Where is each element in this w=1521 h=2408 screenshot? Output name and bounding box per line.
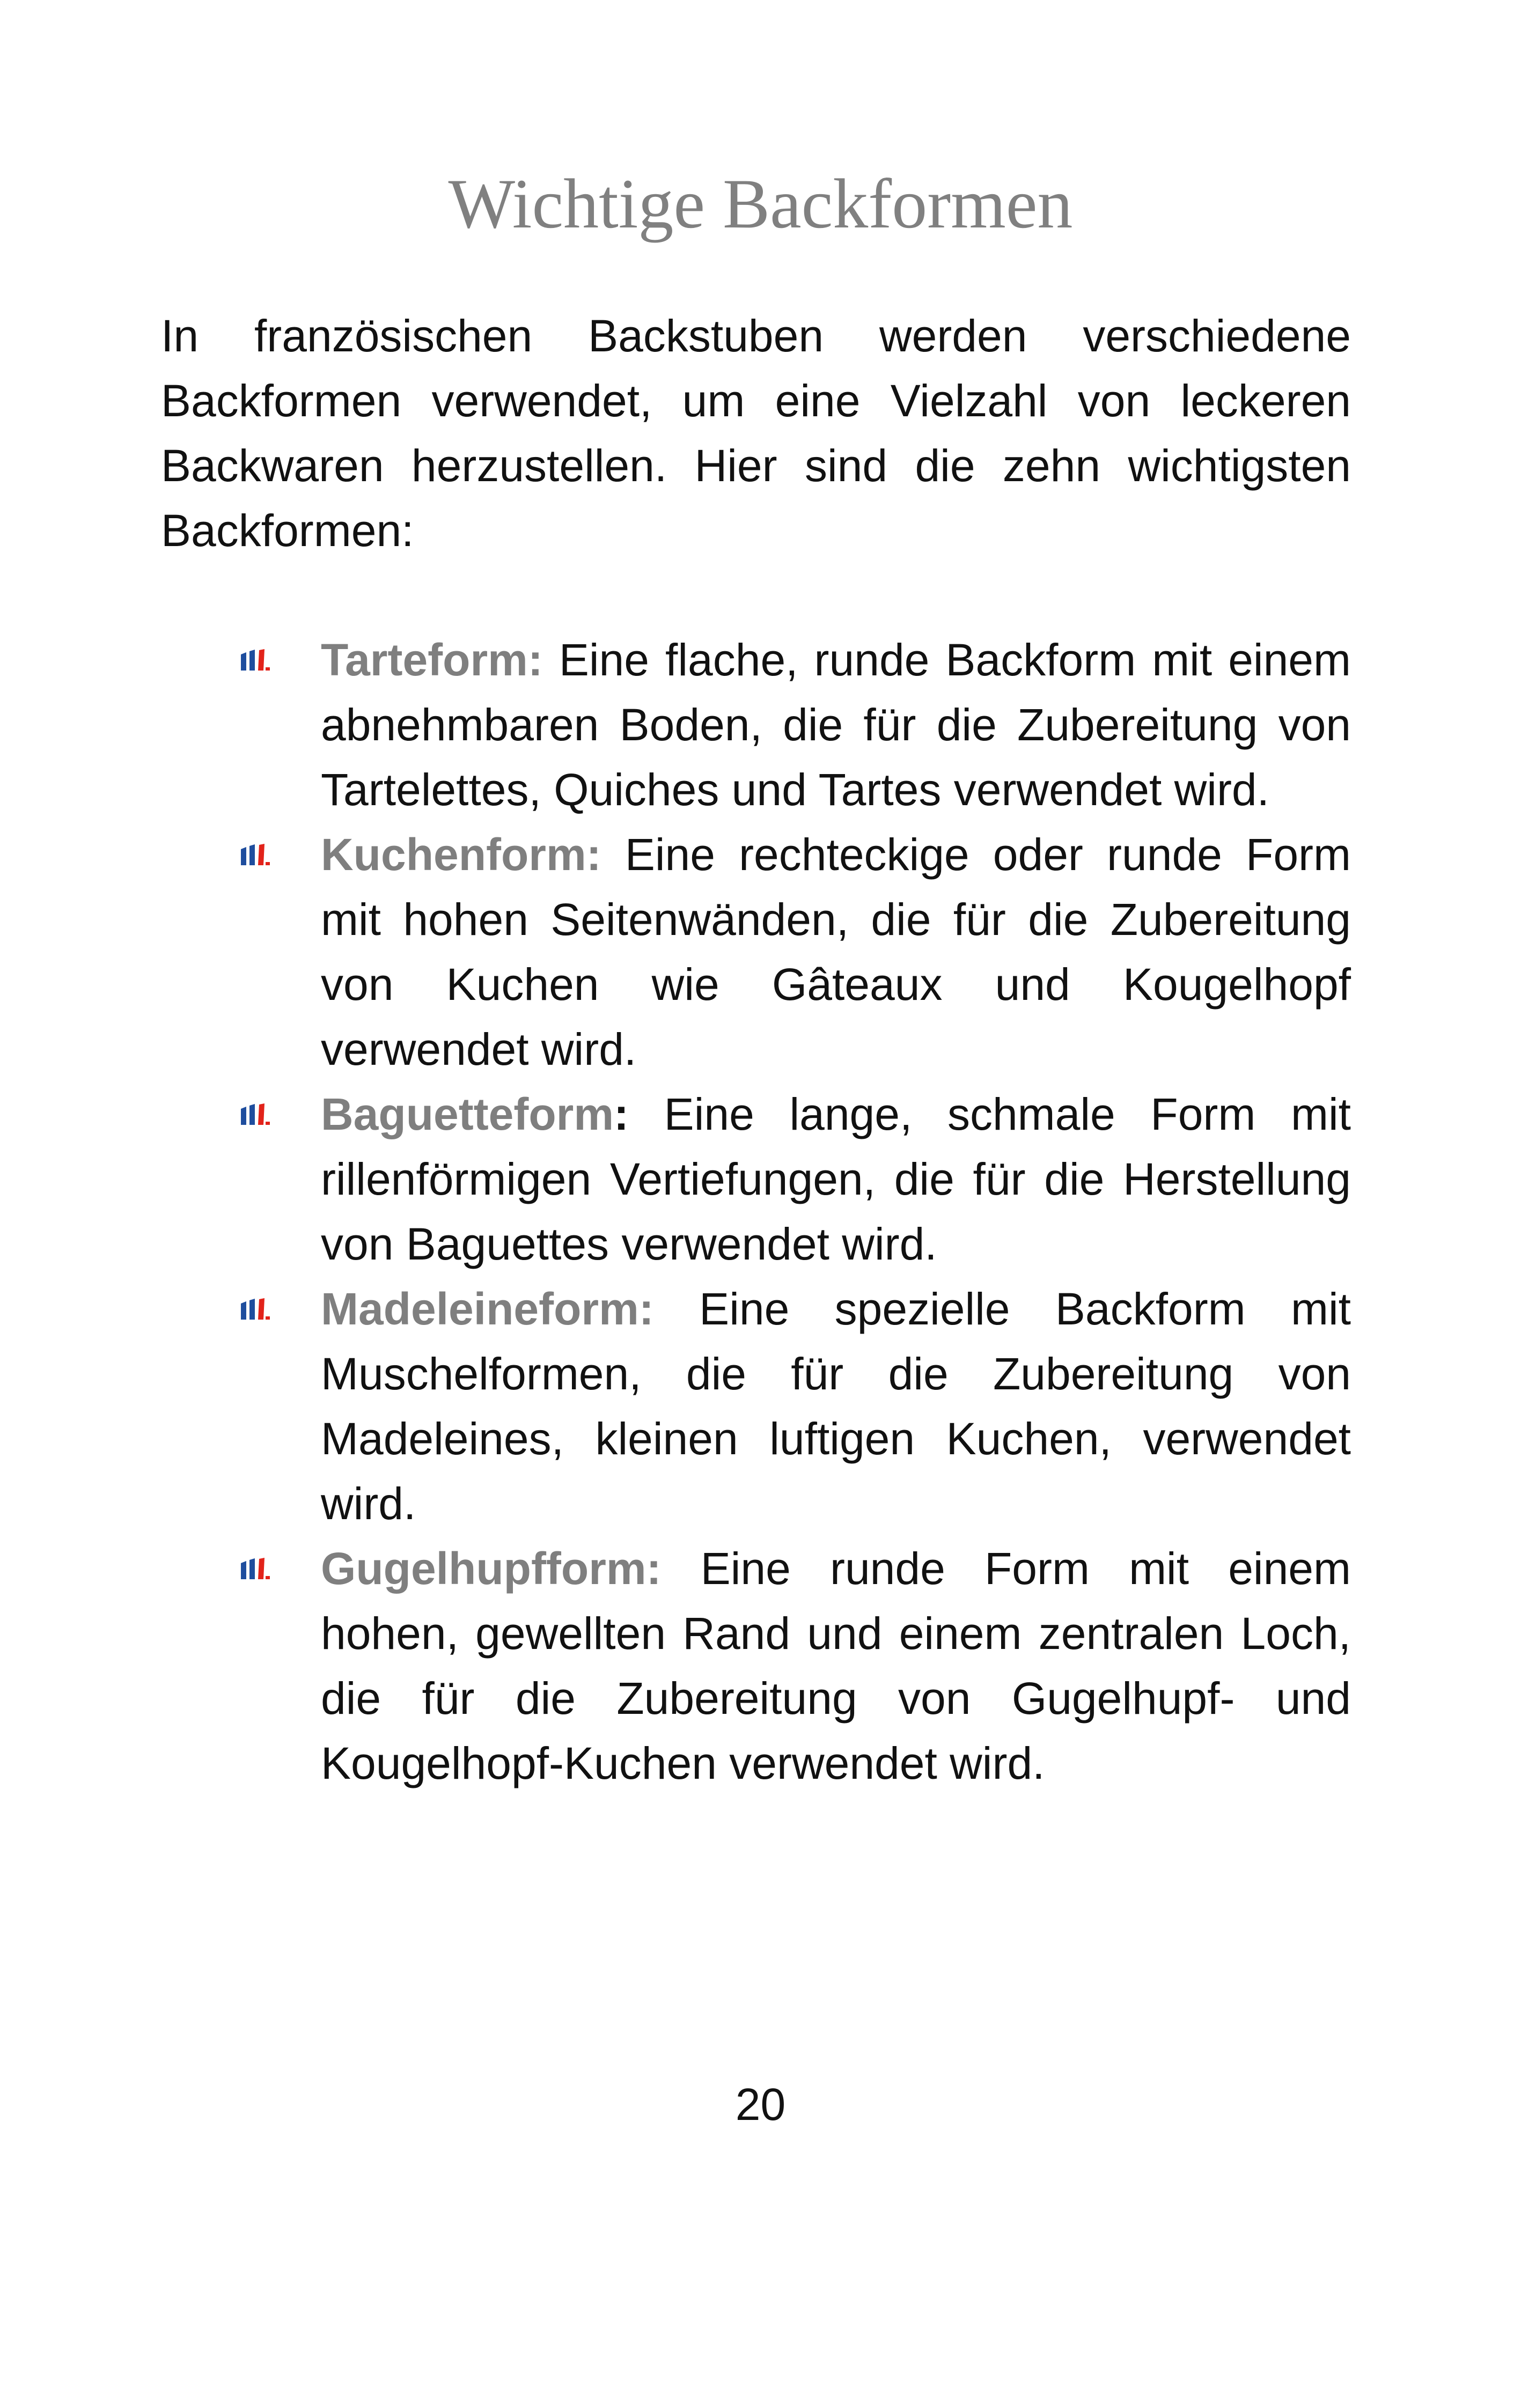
page-title: Wichtige Backformen xyxy=(448,164,1073,243)
backform-list xyxy=(161,628,1351,1796)
term-label: Gugelhupfform: xyxy=(321,1543,662,1594)
term-description: Eine rechteckige oder runde Form mit hohen Seitenwänden, die für die Zubereitung von Kuchen wie Gâteaux und Kougelhopf verwendet wird. xyxy=(321,829,1351,1074)
intro-paragraph: In französischen Backstuben werden verschiedene Backformen verwendet, um eine Vielzahl von leckeren Backwaren herzustellen. Hier sind die zehn wichtigsten Backformen: xyxy=(161,311,1351,556)
list-item xyxy=(161,822,1351,1082)
page-number: 20 xyxy=(735,2079,786,2130)
term-label: Tarteform: xyxy=(321,635,543,685)
term-label: Madeleineform: xyxy=(321,1284,654,1334)
term-description: Eine flache, runde Backform mit einem abnehmbaren Boden, die für die Zubereitung von Tartelettes, Quiches und Tartes verwendet wird. xyxy=(321,635,1351,815)
french-flag-icon xyxy=(239,1102,277,1127)
french-flag-icon xyxy=(239,1297,277,1322)
term-label: Kuchenform: xyxy=(321,829,601,880)
term-label: Baguetteform xyxy=(321,1089,614,1139)
french-flag-icon xyxy=(239,648,277,673)
french-flag-icon xyxy=(239,1557,277,1581)
list-item xyxy=(161,1082,1351,1277)
list-item xyxy=(161,1536,1351,1796)
term-description: Eine spezielle Backform mit Muschelformen, die für die Zubereitung von Madeleines, kleinen luftigen Kuchen, verwendet wird. xyxy=(321,1284,1351,1529)
list-item xyxy=(161,1277,1351,1536)
term-description: Eine lange, schmale Form mit rillenförmigen Vertiefungen, die für die Herstellung von Baguettes verwendet wird. xyxy=(321,1089,1351,1269)
list-item xyxy=(161,628,1351,822)
term-description: Eine runde Form mit einem hohen, gewellten Rand und einem zentralen Loch, die für die Zubereitung von Gugelhupf- und Kougelhopf-Kuchen verwendet wird. xyxy=(321,1543,1351,1788)
term-colon: : xyxy=(614,1089,629,1139)
french-flag-icon xyxy=(239,843,277,867)
